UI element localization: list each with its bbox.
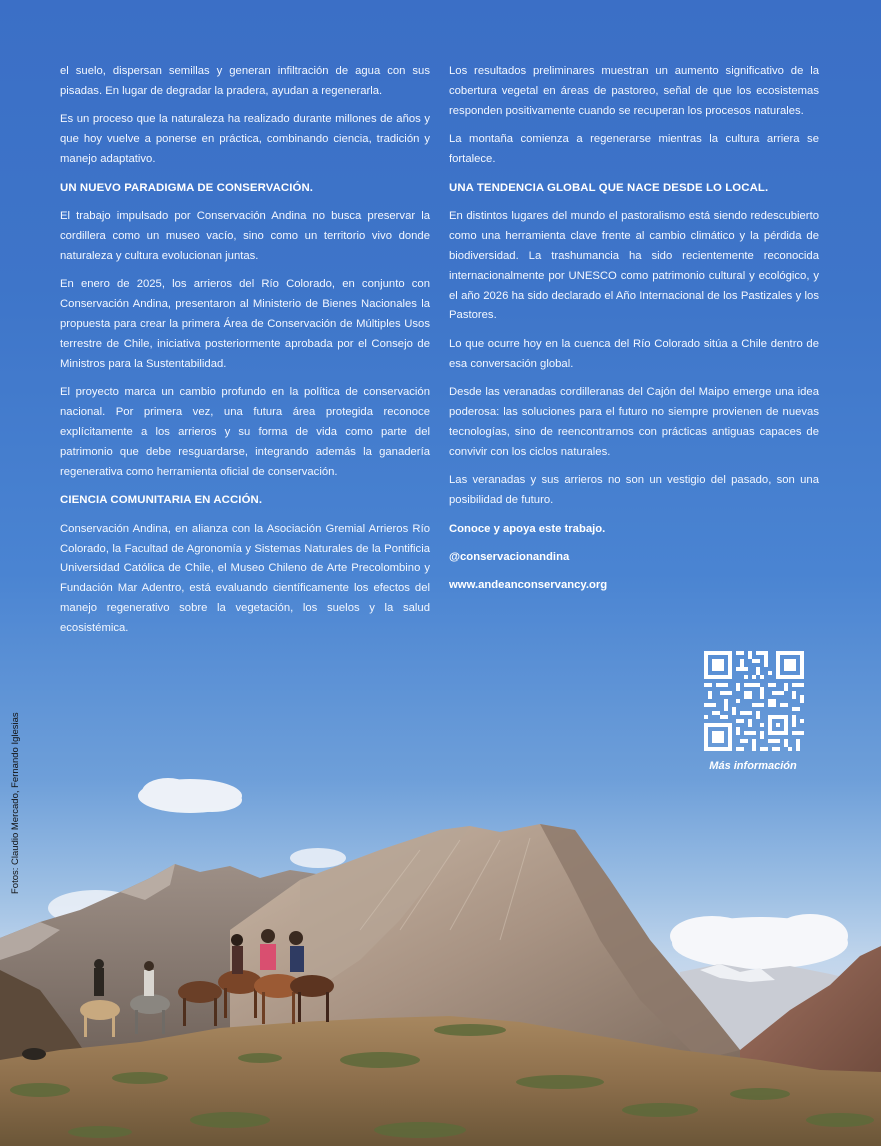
body-paragraph: En enero de 2025, los arrieros del Río Colorado, en conjunto con Conservación Andina, presentaron al Ministerio de Bienes Nacionales la propuesta para crear la primera Área de Conservación de Múltiples Usos terrestre de Chile, iniciativa posteriormente aprobada por el Consejo de Ministros para la Sustentabilidad. bbox=[60, 278, 430, 370]
photo-credit: Fotos: Claudio Mercado, Fernando Iglesias bbox=[10, 712, 21, 894]
body-paragraph: el suelo, dispersan semillas y generan infiltración de agua con sus pisadas. En lugar de degradar la pradera, ayudan a regenerarla. bbox=[60, 65, 430, 97]
body-paragraph: Desde las veranadas cordilleranas del Cajón del Maipo emerge una idea poderosa: las soluciones para el futuro no siempre provienen de nuevas tecnologías, sino de reencontrarnos con prácticas antiguas capaces de convivir con los ciclos naturales. bbox=[449, 386, 819, 458]
social-handle-link[interactable]: @conservacionandina bbox=[449, 551, 570, 564]
body-paragraph: La montaña comienza a regenerarse mientras la cultura arriera se fortalece. bbox=[449, 133, 819, 166]
cloud bbox=[670, 914, 848, 969]
body-paragraph: El proyecto marca un cambio profundo en la política de conservación nacional. Por primera vez, una futura área protegida reconoce explícitamente a los arrieros y su forma de vida como parte del patrimonio que debe resguardarse, integrando además la ganadería regenerativa como herramienta oficial de conservación. bbox=[60, 386, 430, 478]
right-column bbox=[449, 62, 819, 605]
body-paragraph: Los resultados preliminares muestran un aumento significativo de la cobertura vegetal en áreas de pastoreo, señal de que los ecosistemas responden positivamente cuando se recuperan los procesos naturales. bbox=[449, 65, 819, 117]
body-paragraph: El trabajo impulsado por Conservación Andina no busca preservar la cordillera como un museo vacío, sino como un territorio vivo donde naturaleza y cultura evolucionan juntas. bbox=[60, 209, 430, 262]
website-link[interactable]: www.andeanconservancy.org bbox=[449, 579, 608, 592]
section-heading-paradigma: UN NUEVO PARADIGMA DE CONSERVACIÓN. bbox=[60, 181, 314, 194]
qr-code-icon[interactable] bbox=[704, 651, 804, 751]
qr-block bbox=[704, 651, 806, 772]
left-column bbox=[60, 62, 430, 648]
cloud bbox=[138, 778, 242, 813]
body-paragraph: Conservación Andina, en alianza con la Asociación Gremial Arrieros Río Colorado, la Facultad de Agronomía y Sistemas Naturales de la Pontificia Universidad Católica de Chile, el Museo Chileno de Arte Precolombino y Fundación Mar Adentro, está evaluando científicamente los efectos del manejo regenerativo sobre la vegetación, los suelos y la salud ecosistémica. bbox=[60, 522, 430, 635]
section-heading-ciencia: CIENCIA COMUNITARIA EN ACCIÓN. bbox=[60, 494, 263, 507]
body-paragraph: Lo que ocurre hoy en la cuenca del Río Colorado sitúa a Chile dentro de esa conversación global. bbox=[449, 337, 819, 370]
mountain-landscape-photo bbox=[0, 760, 881, 1146]
qr-caption: Más información bbox=[709, 760, 797, 772]
body-paragraph: Es un proceso que la naturaleza ha realizado durante millones de años y que hoy vuelve a ponerse en práctica, combinando ciencia, tradición y manejo adaptativo. bbox=[60, 113, 430, 166]
call-to-action: Conoce y apoya este trabajo. bbox=[449, 522, 606, 535]
body-paragraph: En distintos lugares del mundo el pastoralismo está siendo redescubierto como una herramienta clave frente al cambio climático y la pérdida de biodiversidad. La trashumancia ha sido recientemente reconocida internacionalmente por UNESCO como patrimonio cultural y ecológico, y el año 2026 ha sido declarado el Año Internacional de los Pastizales y los Pastores. bbox=[449, 209, 819, 322]
body-paragraph: Las veranadas y sus arrieros no son un vestigio del pasado, son una posibilidad de futuro. bbox=[449, 474, 819, 507]
section-heading-tendencia: UNA TENDENCIA GLOBAL QUE NACE DESDE LO LOCAL. bbox=[449, 181, 769, 194]
